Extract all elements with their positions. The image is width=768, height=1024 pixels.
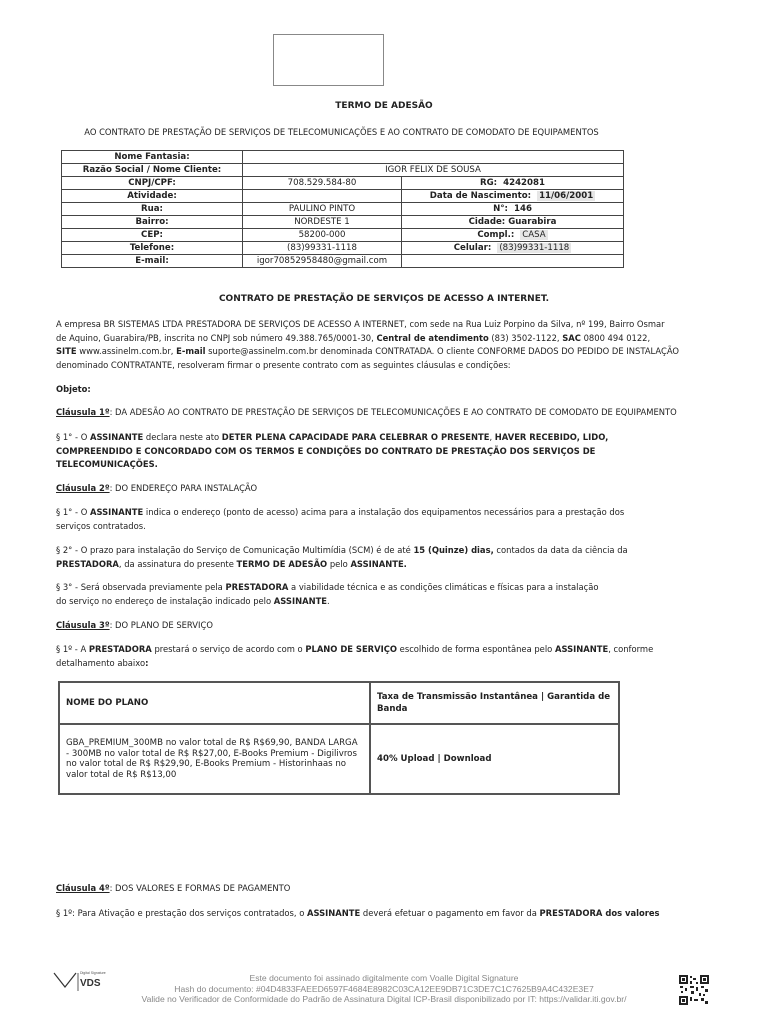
- plan-table: [58, 681, 620, 795]
- table-row: [62, 242, 624, 255]
- cidade-cell: [402, 216, 624, 229]
- footer-validation: Valide no Verificador de Conformidade do Padrão de Assinatura Digital ICP-Brasil disponibilizado por IT: https://validar.iti.gov.br/: [141, 994, 627, 1004]
- text: § 1° - O: [56, 507, 88, 517]
- rua-value: PAULINO PINTO: [243, 203, 402, 216]
- compl-value: CASA: [522, 229, 546, 240]
- table-row: [62, 203, 624, 216]
- bold-text: PRESTADORA: [56, 558, 119, 569]
- compl-cell: [402, 229, 624, 242]
- clause-2-paragraph-3: § 3° - Será observada previamente pela PRESTADORA a viabilidade técnica e as condições climáticas e físicas para a instalação do serviço no endereço de instalação indicado pelo ASSINANTE.: [56, 582, 599, 606]
- text: § 1° - O: [56, 432, 88, 442]
- plan-rate: 40% Upload | Download: [370, 724, 619, 794]
- clause-title: : DO PLANO DE SERVIÇO: [109, 620, 213, 630]
- table-row: [59, 724, 619, 794]
- document-title: TERMO DE ADESÃO: [335, 101, 433, 111]
- field-label: Nome Fantasia:: [62, 151, 243, 164]
- text: § 3° - Será observada previamente pela: [56, 582, 223, 592]
- bold-text: ASSINANTE.: [350, 558, 407, 569]
- bold-text: PRESTADORA dos valores: [539, 908, 660, 918]
- clause-label: Cláusula 3º: [56, 620, 110, 630]
- clause-4-paragraph-1: [56, 907, 732, 921]
- bold-text: ASSINANTE: [89, 507, 144, 517]
- text: deverá efetuar o pagamento em favor da: [362, 908, 537, 918]
- text: do serviço no endereço de instalação indicado pelo: [56, 595, 272, 606]
- clause-2-paragraph-2: [56, 544, 732, 571]
- intro-text: www.assinelm.com.br,: [79, 346, 174, 356]
- email-value: igor70852958480@gmail.com: [243, 255, 402, 268]
- text: § 1º - A: [56, 644, 87, 654]
- clause-title: : DA ADESÃO AO CONTRATO DE PRESTAÇÃO DE SERVIÇOS DE TELECOMUNICAÇÕES E AO CONTRATO DE COMODATO DE EQUIPAMENTO: [109, 407, 677, 417]
- field-label: N°:: [493, 203, 508, 214]
- field-label: RG:: [480, 177, 498, 188]
- text: serviços contratados.: [56, 520, 146, 531]
- intro-line: [56, 332, 732, 346]
- signature-footer: [0, 973, 768, 1005]
- bairro-value: NORDESTE 1: [243, 216, 402, 229]
- clause-3-paragraph-1: § 1º - A PRESTADORA prestará o serviço de acordo com o PLANO DE SERVIÇO escolhido de forma espontânea pelo ASSINANTE, conforme detalhamento abaixo:: [56, 644, 654, 668]
- table-row: [59, 682, 619, 724]
- nascimento-cell: [402, 190, 624, 203]
- bold-text: 15 (Quinze) dias,: [413, 545, 494, 555]
- bold-text: PLANO DE SERVIÇO: [305, 644, 397, 654]
- clause-label: Cláusula 2º: [56, 483, 110, 493]
- clause-label: Cláusula 4º: [56, 883, 110, 893]
- plan-header-rate: Taxa de Transmissão Instantânea | Garantida de Banda: [370, 682, 619, 724]
- intro-text: de Aquino, Guarabira/PB, inscrita no CNPJ sob número 49.388.765/0001-30,: [56, 332, 374, 343]
- bold-text: ASSINANTE: [273, 595, 328, 606]
- bold-text: DETER PLENA CAPACIDADE PARA CELEBRAR O PRESENTE: [221, 432, 490, 442]
- table-row: [62, 151, 624, 164]
- field-label: Compl.:: [477, 229, 515, 240]
- qr-code-icon: [679, 975, 709, 1005]
- text: escolhido de forma espontânea pelo: [399, 644, 553, 654]
- table-row: [62, 216, 624, 229]
- clause-3-heading: [56, 619, 732, 633]
- intro-bold: SITE: [56, 346, 77, 356]
- text: indica o endereço (ponto de acesso) acima para a instalação dos equipamentos necessários para a prestação dos: [145, 507, 625, 517]
- bold-text: PRESTADORA: [225, 582, 289, 592]
- field-label: CNPJ/CPF:: [62, 177, 243, 190]
- bold-text: ASSINANTE: [554, 644, 609, 654]
- numero-value: 146: [513, 203, 532, 214]
- document-subtitle: AO CONTRATO DE PRESTAÇÃO DE SERVIÇOS DE TELECOMUNICAÇÕES E AO CONTRATO DE COMODATO DE EQUIPAMENTOS: [84, 127, 599, 137]
- table-row: [62, 177, 624, 190]
- logo-caption: Digital Signature: [80, 971, 106, 975]
- atividade-value: [243, 190, 402, 203]
- numero-cell: [402, 203, 624, 216]
- footer-line: Este documento foi assinado digitalmente com Voalle Digital Signature: [249, 973, 519, 983]
- table-row: [62, 164, 624, 177]
- text: , conforme: [608, 644, 654, 654]
- intro-line: denominado CONTRATANTE, resolveram firmar o presente contrato com as seguintes cláusulas e condições:: [56, 359, 511, 370]
- field-label: Rua:: [62, 203, 243, 216]
- plan-header-name: NOME DO PLANO: [59, 682, 370, 724]
- bold-text: COMPREENDIDO E CONCORDADO COM OS TERMOS E CONDIÇÕES DO CONTRATO DE PRESTAÇÃO DOS SERVIÇOS DE: [56, 445, 596, 456]
- cnpj-value: 708.529.584-80: [243, 177, 402, 190]
- field-label: E-mail:: [62, 255, 243, 268]
- rg-value: 4242081: [503, 177, 545, 188]
- contract-intro: [56, 318, 732, 372]
- nascimento-value: 11/06/2001: [539, 190, 594, 201]
- text: pelo: [329, 558, 348, 569]
- clause-4-heading: [56, 882, 732, 896]
- rg-cell: [402, 177, 624, 190]
- text: declara neste ato: [145, 432, 220, 442]
- celular-cell: [402, 242, 624, 255]
- bold-text: TELECOMUNICAÇÕES.: [56, 459, 158, 469]
- intro-text: (83) 3502-1122,: [491, 332, 560, 343]
- bold-text: ASSINANTE: [89, 432, 144, 442]
- logo-placeholder: [273, 34, 384, 86]
- clause-2-heading: [56, 482, 732, 496]
- text: a viabilidade técnica e as condições climáticas e físicas para a instalação: [291, 582, 599, 592]
- field-label: Atividade:: [62, 190, 243, 203]
- intro-line: A empresa BR SISTEMAS LTDA PRESTADORA DE SERVIÇOS DE ACESSO A INTERNET, com sede na Rua Luiz Porpino da Silva, nº 199, Bairro Osmar: [56, 319, 665, 329]
- clause-1-heading: [56, 406, 732, 420]
- intro-text: suporte@assinelm.com.br denominada CONTRATADA. O cliente CONFORME DADOS DO PEDIDO DE INSTALAÇÃO: [208, 346, 680, 356]
- table-row: [62, 229, 624, 242]
- text: contados da data da ciência da: [496, 545, 628, 555]
- clause-title: : DO ENDEREÇO PARA INSTALAÇÃO: [109, 483, 258, 493]
- field-label: Data de Nascimento:: [429, 190, 532, 201]
- objeto-heading: Objeto:: [56, 384, 91, 394]
- client-data-table: [61, 150, 624, 268]
- cep-value: 58200-000: [243, 229, 402, 242]
- field-label: Telefone:: [62, 242, 243, 255]
- field-label: CEP:: [62, 229, 243, 242]
- bold-text: HAVER RECEBIDO, LIDO,: [494, 432, 609, 442]
- table-row: [62, 255, 624, 268]
- bold-text: TERMO DE ADESÃO: [236, 558, 328, 569]
- nome-fantasia-value: [243, 151, 624, 164]
- clause-label: Cláusula 1º: [56, 407, 110, 417]
- bold-text: PRESTADORA: [88, 644, 152, 654]
- clause-2-paragraph-1: [56, 506, 732, 533]
- clause-title: : DOS VALORES E FORMAS DE PAGAMENTO: [109, 883, 291, 893]
- text: , da assinatura do presente: [118, 558, 234, 569]
- clause-1-paragraph-1: § 1° - O ASSINANTE declara neste ato DETER PLENA CAPACIDADE PARA CELEBRAR O PRESENTE, HAVER RECEBIDO, LIDO, COMPREENDIDO E CONCORDADO COM OS TERMOS E CONDIÇÕES DO CONTRATO DE PRESTAÇÃO DOS SERVIÇOS DE TELECOMUNICAÇÕES.: [56, 432, 609, 469]
- empty-cell: [402, 255, 624, 268]
- intro-bold: SAC: [562, 332, 581, 343]
- text: prestará o serviço de acordo com o: [154, 644, 303, 654]
- text: § 2° - O prazo para instalação do Serviço de Comunicação Multimídia (SCM) é de até: [56, 545, 411, 555]
- footer-hash: Hash do documento: #04D4833FAEED6597F4684E8982C03CA12EE9DB71C3DE7C1C7625B9A4C432E3E7: [174, 983, 594, 994]
- intro-text: 0800 494 0122,: [583, 332, 651, 343]
- contract-heading: CONTRATO DE PRESTAÇÃO DE SERVIÇOS DE ACESSO A INTERNET.: [218, 294, 550, 304]
- field-label: Bairro:: [62, 216, 243, 229]
- intro-bold: Central de atendimento: [376, 332, 489, 343]
- celular-value: (83)99331-1118: [499, 242, 570, 253]
- cidade-value: Guarabira: [508, 216, 557, 227]
- field-label: Cidade:: [468, 216, 506, 227]
- field-label: Razão Social / Nome Cliente:: [62, 164, 243, 177]
- text: § 1º: Para Ativação e prestação dos serviços contratados, o: [56, 908, 305, 918]
- field-label: Celular:: [453, 242, 492, 253]
- table-row: [62, 190, 624, 203]
- logo-text: VDS: [80, 978, 101, 989]
- razao-social-value: IGOR FELIX DE SOUSA: [243, 164, 624, 177]
- bold-text: ASSINANTE: [307, 908, 361, 918]
- intro-line: [56, 345, 732, 359]
- plan-description: GBA_PREMIUM_300MB no valor total de R$ R$69,90, BANDA LARGA - 300MB no valor total de R$ R$27,00, E-Books Premium - Digilivros no valor total de R$ R$29,90, E-Books Premium - Historinhaas no valor total de R$ R$13,00: [59, 724, 370, 794]
- text: detalhamento abaixo: [56, 657, 146, 668]
- telefone-value: (83)99331-1118: [243, 242, 402, 255]
- intro-bold: E-mail: [176, 346, 206, 356]
